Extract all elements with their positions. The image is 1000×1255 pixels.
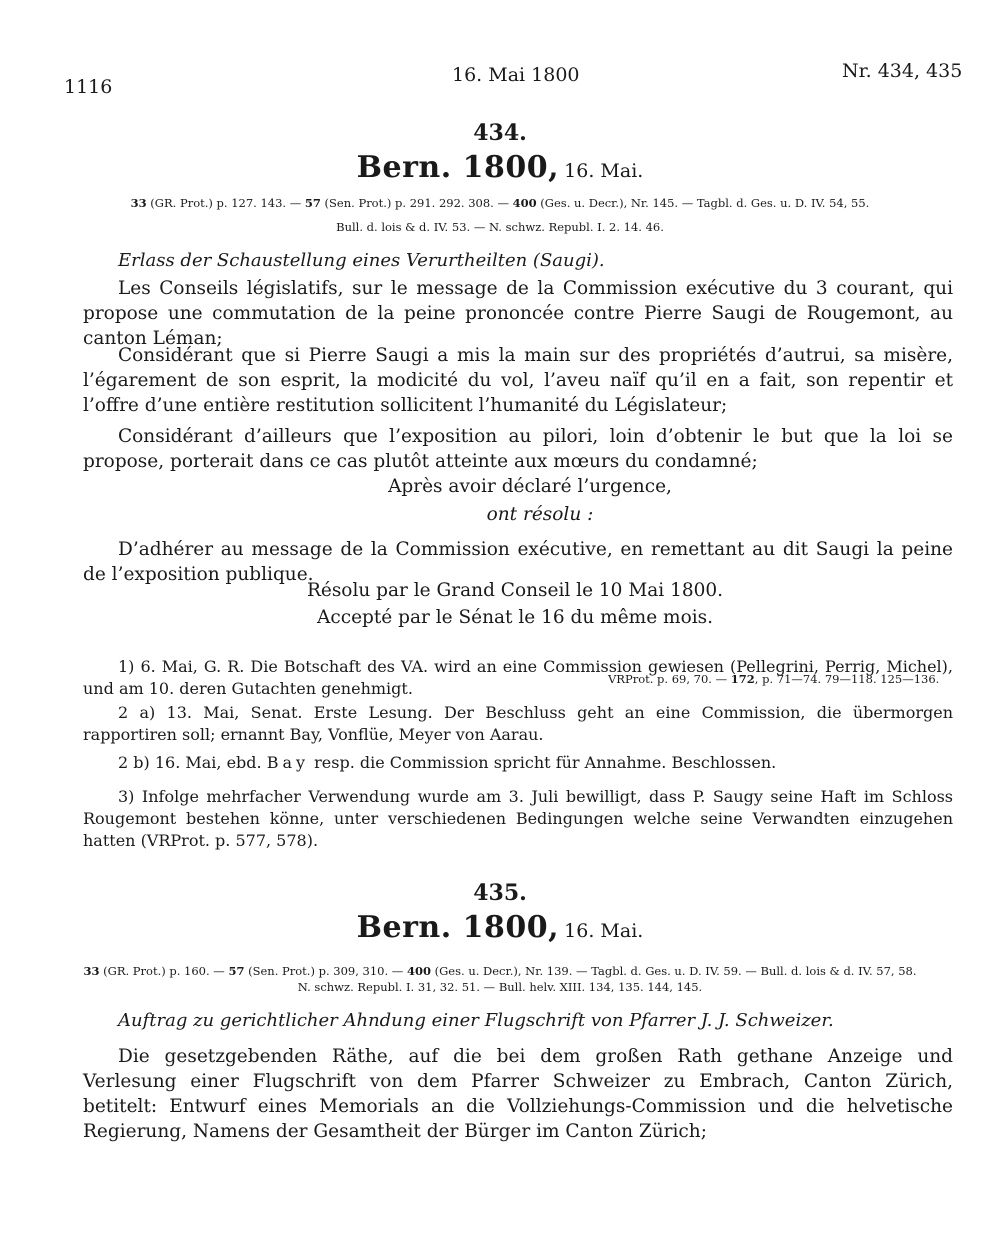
- doc-434-urgence: Après avoir déclaré l’urgence,: [388, 476, 672, 497]
- doc-434-heading: [0, 150, 1000, 185]
- doc-435-day: 16. Mai.: [564, 920, 644, 942]
- doc-435-heading: [0, 910, 1000, 945]
- ref-text: (GR. Prot.) p. 127. 143. —: [146, 196, 305, 210]
- ref-text: (GR. Prot.) p. 160. —: [99, 964, 229, 978]
- ref-bold: 400: [512, 196, 537, 210]
- doc-434-paragraph-2: Considérant que si Pierre Saugi a mis la main sur des propriétés d’autrui, sa misère, l’égarement de son esprit, la modicité du vol, l’aveu naïf qu’il en a fait, son repentir et l’offre d’une entière restitution sollicitent l’humanité du Législateur;: [83, 345, 953, 416]
- running-date: 16. Mai 1800: [452, 64, 580, 86]
- note-name-spaced: Bay: [266, 753, 310, 772]
- running-numbers: Nr. 434, 435: [842, 60, 963, 82]
- doc-434-number: 434.: [473, 120, 527, 146]
- doc-435-place-year: Bern. 1800,: [356, 910, 560, 945]
- doc-434-refs-2: Bull. d. lois & d. IV. 53. — N. schwz. Republ. I. 2. 14. 46.: [336, 220, 664, 234]
- ref-text: VRProt. p. 69, 70. —: [608, 672, 731, 686]
- ref-bold: 400: [406, 964, 431, 978]
- doc-434-subtitle: Erlass der Schaustellung eines Verurtheilten (Saugi).: [118, 250, 605, 271]
- doc-434-paragraph-1: Les Conseils législatifs, sur le message de la Commission exécutive du 3 courant, qui propose une commutation de la peine prononcée contre Pierre Saugi de Rougemont, au canton Léman;: [83, 278, 953, 349]
- ref-bold: 172: [730, 672, 755, 686]
- doc-435-refs-2: N. schwz. Republ. I. 31, 32. 51. — Bull. helv. XIII. 134, 135. 144, 145.: [297, 980, 703, 994]
- doc-435-paragraph-1: Die gesetzgebenden Räthe, auf die bei dem großen Rath gethane Anzeige und Verlesung einer Flugschrift von dem Pfarrer Schweizer zu Embrach, Canton Zürich, betitelt: Entwurf eines Memorials an die Vollziehungs-Commission und die helvetische Regierung, Namens der Gesamtheit der Bürger im Canton Zürich;: [83, 1046, 953, 1142]
- ref-bold: 33: [130, 196, 147, 210]
- doc-434-accepte-senat: Accepté par le Sénat le 16 du même mois.: [317, 607, 713, 628]
- doc-434-note-1: 1) 6. Mai, G. R. Die Botschaft des VA. wird an eine Commission gewiesen (Pellegrini, Perrig, Michel), und am 10. deren Gutachten genehmigt.: [83, 657, 953, 698]
- doc-434-resolu-grand-conseil: Résolu par le Grand Conseil le 10 Mai 1800.: [306, 580, 724, 601]
- doc-435-number: 435.: [473, 880, 527, 906]
- doc-434-note-1-ref: [608, 672, 939, 686]
- ref-text: (Ges. u. Decr.), Nr. 145. — Tagbl. d. Ges. u. D. IV. 54, 55.: [536, 196, 870, 210]
- ref-bold: 33: [83, 964, 100, 978]
- doc-434-place-year: Bern. 1800,: [356, 150, 560, 185]
- doc-435-subtitle: Auftrag zu gerichtlicher Ahndung einer Flugschrift von Pfarrer J. J. Schweizer.: [118, 1010, 834, 1031]
- doc-434-note-2a: 2 a) 13. Mai, Senat. Erste Lesung. Der Beschluss geht an eine Commission, die übermorgen rapportiren soll; ernannt Bay, Vonflüe, Meyer von Aarau.: [83, 703, 953, 744]
- doc-434-day: 16. Mai.: [564, 160, 644, 182]
- note-text: resp. die Commission spricht für Annahme. Beschlossen.: [309, 753, 777, 772]
- doc-434-paragraph-4: D’adhérer au message de la Commission exécutive, en remettant au dit Saugi la peine de l’exposition publique.: [83, 539, 953, 585]
- ref-text: (Ges. u. Decr.), Nr. 139. — Tagbl. d. Ges. u. D. IV. 59. — Bull. d. lois & d. IV. 57, 58.: [430, 964, 917, 978]
- page-number: 1116: [64, 76, 113, 98]
- doc-434-note-3: 3) Infolge mehrfacher Verwendung wurde am 3. Juli bewilligt, dass P. Saugy seine Haft im Schloss Rougemont bestehen könne, unter verschiedenen Bedingungen welche seine Verwandten einzugehen hatten (VRProt. p. 577, 578).: [83, 787, 953, 850]
- ref-text: (Sen. Prot.) p. 291. 292. 308. —: [320, 196, 513, 210]
- doc-435-refs-1: [0, 964, 1000, 978]
- doc-434-note-2b: [83, 752, 953, 774]
- ref-bold: 57: [228, 964, 245, 978]
- note-text: 2 b) 16. Mai, ebd.: [118, 753, 267, 772]
- ref-text: (Sen. Prot.) p. 309, 310. —: [244, 964, 407, 978]
- doc-434-refs-1: [0, 196, 1000, 210]
- ref-bold: 57: [304, 196, 321, 210]
- doc-434-paragraph-3: Considérant d’ailleurs que l’exposition au pilori, loin d’obtenir le but que la loi se propose, porterait dans ce cas plutôt atteinte aux mœurs du condamné;: [83, 426, 953, 472]
- ref-text: , p. 71—74. 79—118. 125—136.: [754, 672, 940, 686]
- doc-434-resolu: ont résolu :: [486, 504, 594, 525]
